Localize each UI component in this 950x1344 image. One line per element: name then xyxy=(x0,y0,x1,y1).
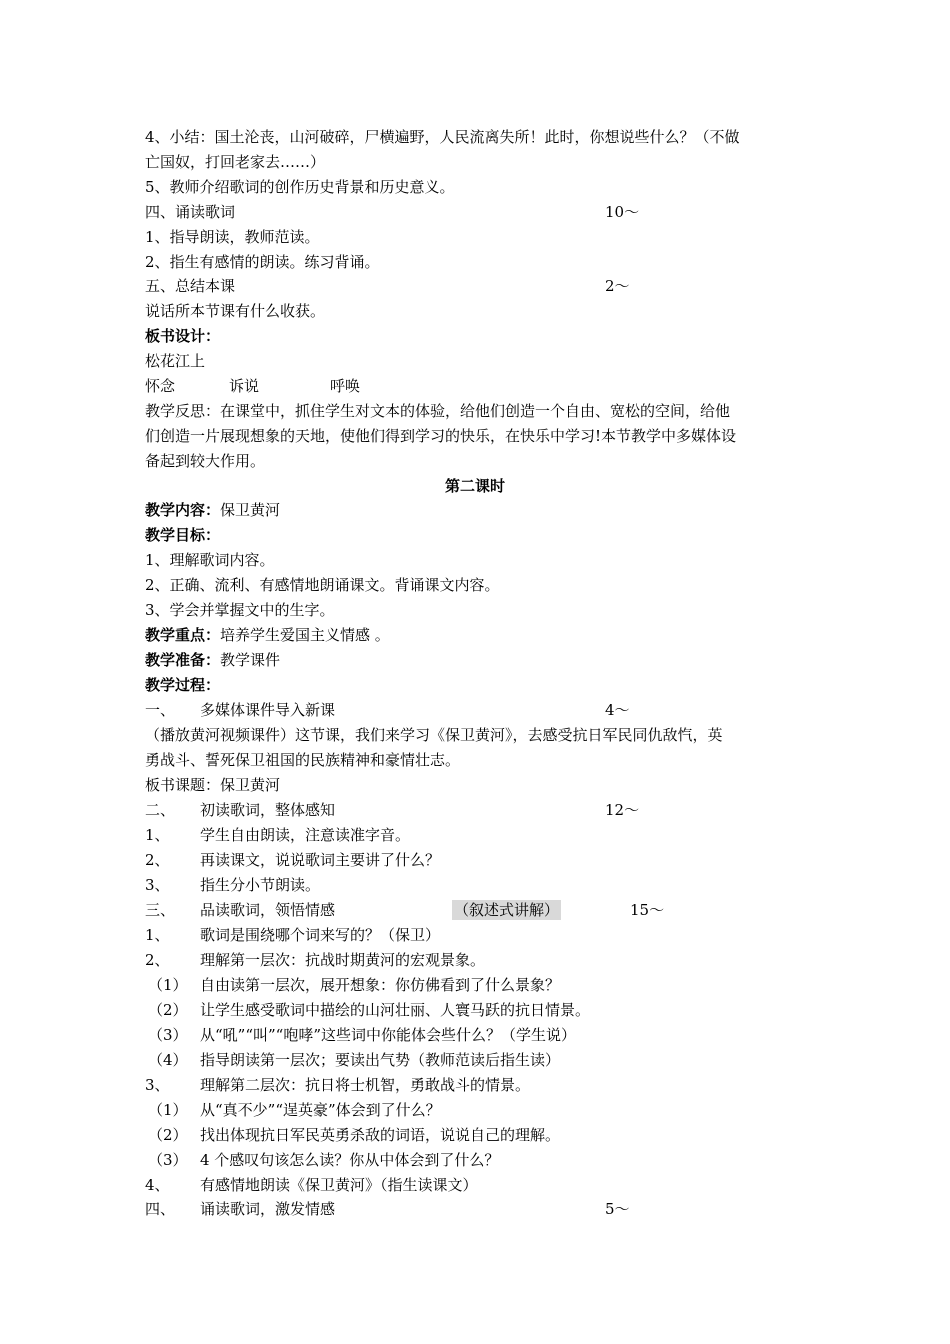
step-3-title: 品读歌词，领悟情感 xyxy=(200,901,336,919)
sub-text: 从“真不少”“逞英豪”体会到了什么？ xyxy=(200,1101,441,1119)
sub-number: （2） xyxy=(148,1001,188,1019)
item-number: 4、 xyxy=(145,1176,170,1194)
step-4-title: 诵读歌词，激发情感 xyxy=(200,1200,336,1218)
content-label: 教学内容： xyxy=(145,501,221,519)
focus-row xyxy=(145,625,390,645)
item-text: 理解第二层次：抗日将士机智，勇敢战斗的情景。 xyxy=(200,1076,531,1094)
item-text: 再读课文，说说歌词主要讲了什么？ xyxy=(200,851,441,869)
step-3-number: 三、 xyxy=(145,901,176,919)
sub-text: 自由读第一层次，展开想象：你仿佛看到了什么景象？ xyxy=(200,976,561,994)
board-design-label: 板书设计： xyxy=(145,327,221,345)
sub-number: （1） xyxy=(148,1101,188,1119)
step-1-desc-2: 勇战斗、誓死保卫祖国的民族精神和豪情壮志。 xyxy=(145,751,461,769)
content-row xyxy=(145,500,280,520)
step-1-time: 4～ xyxy=(605,701,630,719)
item-number: 2、 xyxy=(145,851,170,869)
section-4-row xyxy=(145,202,645,222)
item-text: 有感情地朗读《保卫黄河》（指生读课文） xyxy=(200,1176,478,1194)
sub-number: （3） xyxy=(148,1026,188,1044)
focus-label: 教学重点： xyxy=(145,626,221,644)
sub-number: （1） xyxy=(148,976,188,994)
step-4-number: 四、 xyxy=(145,1200,176,1218)
step-4-time: 5～ xyxy=(605,1200,630,1218)
step-2-title: 初读歌词，整体感知 xyxy=(200,801,336,819)
board-words xyxy=(145,376,445,396)
step-1-desc-1: （播放黄河视频课件）这节课，我们来学习《保卫黄河》，去感受抗日军民同仇敌忾，英 xyxy=(145,726,723,744)
step-3-time: 15～ xyxy=(630,901,665,919)
board-word-2: 诉说 xyxy=(229,377,260,395)
item-text: 歌词是围绕哪个词来写的？（保卫） xyxy=(200,926,441,944)
step-1-board: 板书课题：保卫黄河 xyxy=(145,776,281,794)
lesson-2-heading: 第二课时 xyxy=(444,477,505,495)
content-value: 保卫黄河 xyxy=(220,501,281,519)
goal-3: 3、学会并掌握文中的生字。 xyxy=(145,601,335,619)
item-number: 3、 xyxy=(145,876,170,894)
sub-text: 从“吼”“叫”“咆哮”这些词中你能体会些什么？（学生说） xyxy=(200,1026,577,1044)
sub-text: 4 个感叹句该怎么读？你从中体会到了什么？ xyxy=(200,1151,500,1169)
item-text: 学生自由朗读，注意读准字音。 xyxy=(200,826,411,844)
section-4-item-2: 2、指生有感情的朗读。练习背诵。 xyxy=(145,253,380,271)
sub-number: （3） xyxy=(148,1151,188,1169)
section-5-item-1: 说话所本节课有什么收获。 xyxy=(145,302,326,320)
process-label: 教学过程： xyxy=(145,676,221,694)
reflection-line-1: 教学反思：在课堂中，抓住学生对文本的体验，给他们创造一个自由、宽松的空间，给他 xyxy=(145,402,731,420)
section-4-item-1: 1、指导朗读，教师范读。 xyxy=(145,228,320,246)
sub-number: （2） xyxy=(148,1126,188,1144)
summary-line-1: 4、小结：国土沦丧，山河破碎，尸横遍野，人民流离失所！此时，你想说些什么？（不做 xyxy=(145,128,740,146)
focus-value: 培养学生爱国主义情感 。 xyxy=(220,626,390,644)
reflection-line-3: 备起到较大作用。 xyxy=(145,452,266,470)
step-2-number: 二、 xyxy=(145,801,176,819)
item-text: 指生分小节朗读。 xyxy=(200,876,321,894)
sub-number: （4） xyxy=(148,1051,188,1069)
item-number: 3、 xyxy=(145,1076,170,1094)
section-5-row xyxy=(145,276,645,296)
section-4-time: 10～ xyxy=(605,203,640,221)
goals-label: 教学目标： xyxy=(145,526,221,544)
background-line: 5、教师介绍歌词的创作历史背景和历史意义。 xyxy=(145,178,455,196)
section-5-title: 五、总结本课 xyxy=(145,277,236,295)
prep-value: 教学课件 xyxy=(220,651,281,669)
board-word-3: 呼唤 xyxy=(330,377,361,395)
prep-row xyxy=(145,650,280,670)
item-number: 2、 xyxy=(145,951,170,969)
item-number: 1、 xyxy=(145,926,170,944)
goal-1: 1、理解歌词内容。 xyxy=(145,551,275,569)
board-word-1: 怀念 xyxy=(145,377,176,395)
section-4-title: 四、诵读歌词 xyxy=(145,203,236,221)
summary-line-2: 亡国奴，打回老家去……） xyxy=(145,153,326,171)
sub-text: 让学生感受歌词中描绘的山河壮丽、人寰马跃的抗日情景。 xyxy=(200,1001,591,1019)
item-text: 理解第一层次：抗战时期黄河的宏观景象。 xyxy=(200,951,486,969)
step-1-title: 多媒体课件导入新课 xyxy=(200,701,336,719)
reflection-line-2: 们创造一片展现想象的天地，使他们得到学习的快乐，在快乐中学习!本节教学中多媒体设 xyxy=(145,427,737,445)
goal-2: 2、正确、流利、有感情地朗诵课文。背诵课文内容。 xyxy=(145,576,500,594)
step-2-time: 12～ xyxy=(605,801,640,819)
board-title: 松花江上 xyxy=(145,352,206,370)
step-3-method-note: （叙述式讲解） xyxy=(454,901,560,919)
sub-text: 指导朗读第一层次；要读出气势（教师范读后指生读） xyxy=(200,1051,561,1069)
section-5-time: 2～ xyxy=(605,277,630,295)
item-number: 1、 xyxy=(145,826,170,844)
sub-text: 找出体现抗日军民英勇杀敌的词语，说说自己的理解。 xyxy=(200,1126,561,1144)
prep-label: 教学准备： xyxy=(145,651,221,669)
step-1-number: 一、 xyxy=(145,701,176,719)
